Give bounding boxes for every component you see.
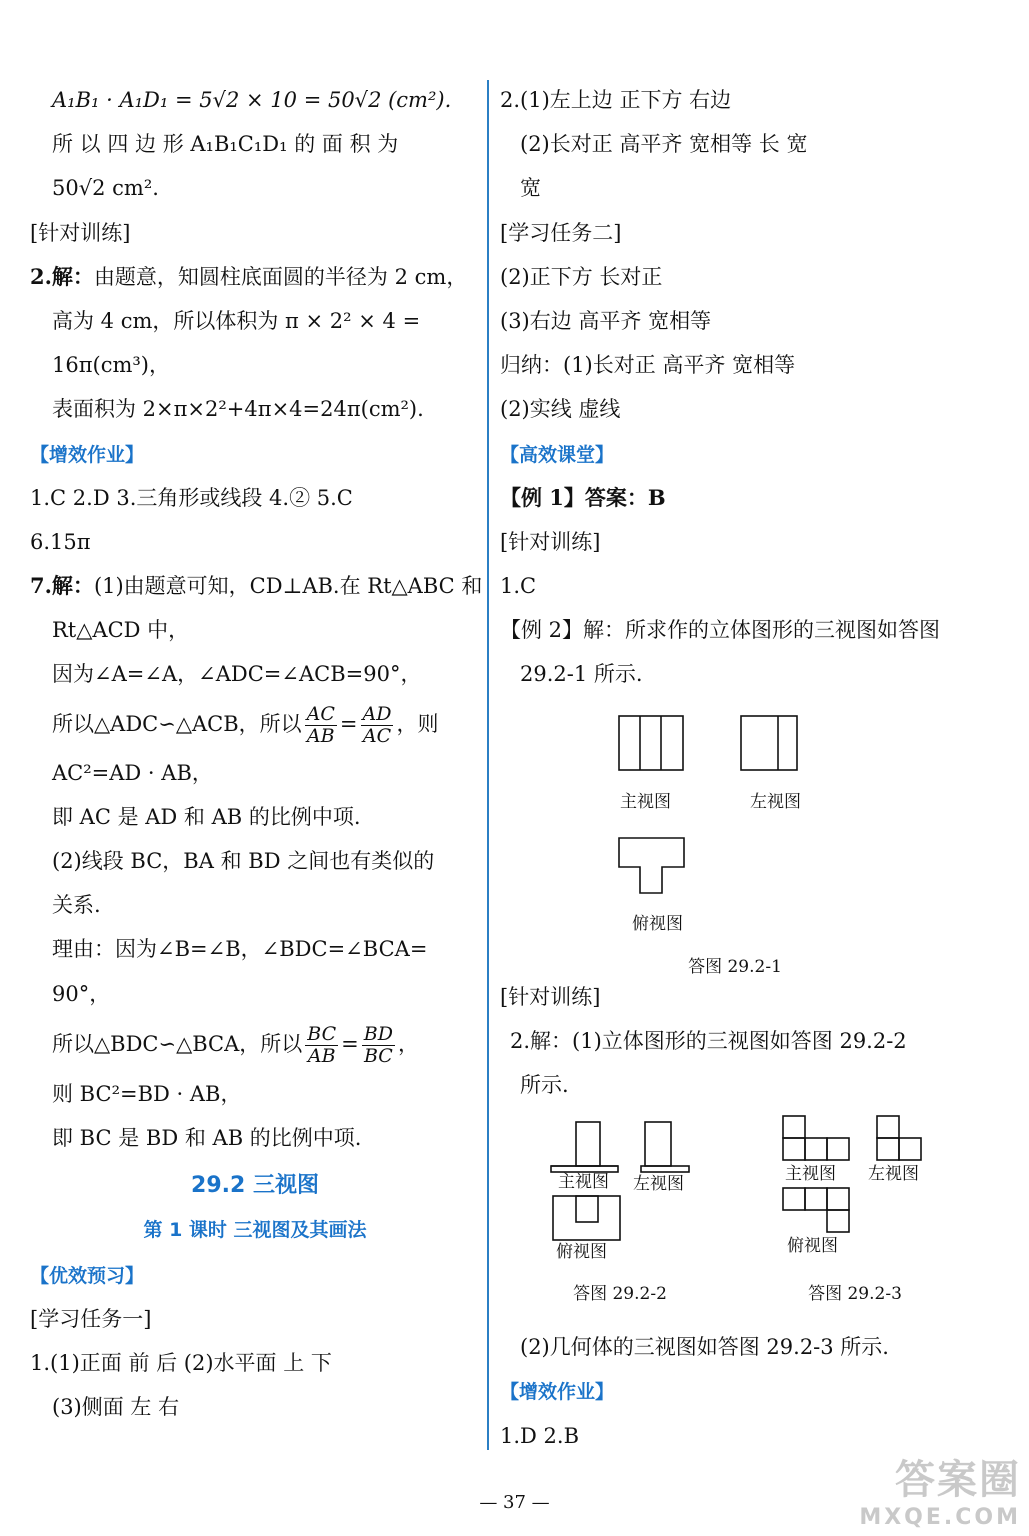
right-line-1: 2.(1)左上边 正下方 右边: [500, 88, 732, 112]
area-equation: A₁B₁ · A₁D₁ = 5√2 × 10 = 50√2 (cm²).: [52, 88, 452, 112]
q2-right-line-2: 所示.: [520, 1073, 569, 1097]
fig2-caption: 答图 29.2-2: [573, 1284, 667, 1305]
q7-line-12: 则 BC²=BD · AB，: [52, 1081, 242, 1106]
fig3-top-view-shape: [782, 1187, 850, 1233]
q7-line-10: 90°，: [52, 981, 111, 1006]
q2-number: 2.解：: [30, 263, 94, 289]
q7-line-4a: 所以△ADC∽△ACB，所以: [52, 711, 302, 736]
task-one-label: [学习任务一]: [30, 1306, 152, 1331]
fig2-top-label: 俯视图: [556, 1242, 607, 1263]
q2-line-2: 高为 4 cm，所以体积为 π × 2² × 4 =: [52, 308, 421, 333]
fig2-front-view-shape: [550, 1121, 620, 1173]
fig2-left-view-shape: [640, 1121, 692, 1173]
right-column: [500, 78, 1000, 1458]
fig3-left-label: 左视图: [868, 1164, 919, 1185]
example-2-line-1: 【例 2】解：所求作的立体图形的三视图如答图: [500, 618, 941, 643]
fig2-left-label: 左视图: [633, 1174, 684, 1195]
section-title: 29.2 三视图: [191, 1173, 319, 1199]
q7-line-11b: ，: [397, 1031, 419, 1056]
fig3-front-view-shape: [782, 1115, 850, 1161]
answers-last: 1.D 2.B: [500, 1423, 580, 1448]
task-one-line-1: 1.(1)正面 前 后 (2)水平面 上 下: [30, 1350, 332, 1375]
fig1-top-view-shape: [618, 837, 686, 895]
section-tag-gaoxiao: 【高效课堂】: [500, 443, 615, 466]
right-line-5: (3)右边 高平齐 宽相等: [500, 308, 712, 333]
q7-line-9: 理由：因为∠B=∠B，∠BDC=∠BCA=: [52, 937, 428, 962]
fig2-front-label: 主视图: [558, 1172, 609, 1193]
watermark: [859, 1448, 1021, 1530]
q7-number: 7.解：: [30, 573, 94, 599]
fig3-top-label: 俯视图: [787, 1236, 838, 1257]
q2-line-3: 16π(cm³)，: [52, 353, 171, 378]
q7-line-11a: 所以△BDC∽△BCA，所以: [52, 1031, 303, 1056]
answer-1c: 1.C: [500, 574, 537, 599]
right-line-2: (2)长对正 高平齐 宽相等 长 宽: [520, 132, 808, 157]
fig1-left-view-shape: [740, 715, 798, 771]
section-tag-youxiao: 【优效预习】: [30, 1264, 145, 1287]
figure-29-2-1: [500, 697, 1000, 997]
q7-line-3: 因为∠A=∠A，∠ADC=∠ACB=90°，: [52, 662, 422, 687]
training-label: [针对训练]: [30, 220, 131, 245]
training-label-right: [针对训练]: [500, 529, 601, 554]
fraction-ad-ac: $\frac{AD}{AC}$: [362, 702, 392, 747]
fig1-top-label: 俯视图: [632, 913, 683, 934]
area-conclusion: 所 以 四 边 形 A₁B₁C₁D₁ 的 面 积 为: [52, 132, 399, 157]
q2-line-4: 表面积为 2×π×2²+4π×4=24π(cm²).: [52, 397, 424, 422]
example-1-answer: 【例 1】答案：B: [500, 484, 666, 510]
watermark-url: MXQE.COM: [859, 1505, 1021, 1530]
fig1-front-label: 主视图: [620, 791, 671, 812]
training-label-right-2: [针对训练]: [500, 984, 601, 1009]
fig1-left-label: 左视图: [750, 791, 801, 812]
q7-line-2: Rt△ACD 中，: [52, 618, 190, 643]
fig3-caption: 答图 29.2-3: [808, 1284, 902, 1305]
watermark-logo-text: 答案圈: [895, 1457, 1021, 1503]
answers-row-1: 1.C 2.D 3.三角形或线段 4.② 5.C: [30, 485, 353, 510]
right-line-3: 宽: [520, 176, 541, 201]
left-column: A₁B₁ · A₁D₁ = 5√2 × 10 = 50√2 (cm²). 所 以 四 边 形 A₁B₁C₁D₁ 的 面 积 为 50√2 cm². [针对训练] 2.解：由题意，知圆柱底面圆的半径为 2 cm， 高为 4 cm，所以体积为 π × 2² × 4 = 16π(cm³)， 表面积为 2×π×2²+4π×4=24π(cm²). 【增效作业】 1.C 2.D 3.三角形或线段 4.② 5.C 6.15π 7.解：(1)由题意可知，CD⊥AB.在 Rt△ABC 和 Rt△ACD 中， 因为∠A=∠A，∠ADC=∠ACB=90°， 所以△ADC∽△ACB，所以 $\frac{AC}{AB}$ = $\frac{AD}{AC}$ ，则 AC²=AD · AB， 即 AC 是 AD 和 AB 的比例中项. (2)线段 BC，BA 和 BD 之间也有类似的 关系. 理由：因为∠B=∠B，∠BDC=∠BCA= 90°， 所以△BDC∽△BCA，所以 $\frac{BC}{AB}$ = $\frac{BD}{BC}$ ， 则 BC²=BD · AB， 即 BC 是 BD 和 AB 的比例中项. 29.2 三视图 第 1 课时 三视图及其画法 【优效预习】 [学习任务一] 1.(1)正面 前 后 (2)水平面 上 下 (3)侧面 左 右: [30, 78, 480, 1429]
fig1-front-view-shape: [618, 715, 684, 771]
q7-line-6: 即 AC 是 AD 和 AB 的比例中项.: [52, 804, 361, 829]
lesson-title: 第 1 课时 三视图及其画法: [143, 1219, 367, 1242]
q7-line-1: (1)由题意可知，CD⊥AB.在 Rt△ABC 和: [93, 574, 483, 599]
answers-row-2: 6.15π: [30, 529, 91, 554]
q7-line-8: 关系.: [52, 893, 101, 918]
fraction-bc-ab: $\frac{BC}{AB}$: [307, 1022, 337, 1067]
q2-right-line-1: 2.解：(1)立体图形的三视图如答图 29.2-2: [510, 1028, 907, 1053]
fraction-ac-ab: $\frac{AC}{AB}$: [306, 702, 335, 747]
q7-line-4b: ，则: [396, 711, 439, 736]
right-line-7: (2)实线 虚线: [500, 397, 621, 422]
task-one-line-2: (3)侧面 左 右: [52, 1395, 180, 1420]
q7-line-13: 即 BC 是 BD 和 AB 的比例中项.: [52, 1125, 362, 1150]
task-two-label: [学习任务二]: [500, 220, 622, 245]
fig3-left-view-shape: [876, 1115, 922, 1161]
fraction-bd-bc: $\frac{BD}{BC}$: [363, 1022, 393, 1067]
q7-line-7: (2)线段 BC，BA 和 BD 之间也有类似的: [52, 849, 435, 873]
q2-right-line-3: (2)几何体的三视图如答图 29.2-3 所示.: [520, 1335, 889, 1360]
page-number: — 37 —: [479, 1492, 550, 1513]
right-line-6: 归纳：(1)长对正 高平齐 宽相等: [500, 353, 796, 378]
column-divider: [487, 80, 489, 1450]
fig1-caption: 答图 29.2-1: [688, 956, 782, 977]
q7-line-5: AC²=AD · AB，: [52, 760, 213, 785]
figures-29-2-2-and-3: [500, 1107, 1000, 1317]
section-tag-zengxiao: 【增效作业】: [30, 443, 145, 466]
example-2-line-2: 29.2-1 所示.: [520, 662, 643, 687]
q2-line-1: 由题意，知圆柱底面圆的半径为 2 cm，: [93, 264, 468, 289]
section-tag-zengxiao-right: 【增效作业】: [500, 1381, 615, 1404]
area-value: 50√2 cm².: [52, 176, 159, 201]
fig2-top-view-shape: [552, 1195, 622, 1241]
fig3-front-label: 主视图: [785, 1164, 836, 1185]
right-line-4: (2)正下方 长对正: [500, 264, 663, 289]
